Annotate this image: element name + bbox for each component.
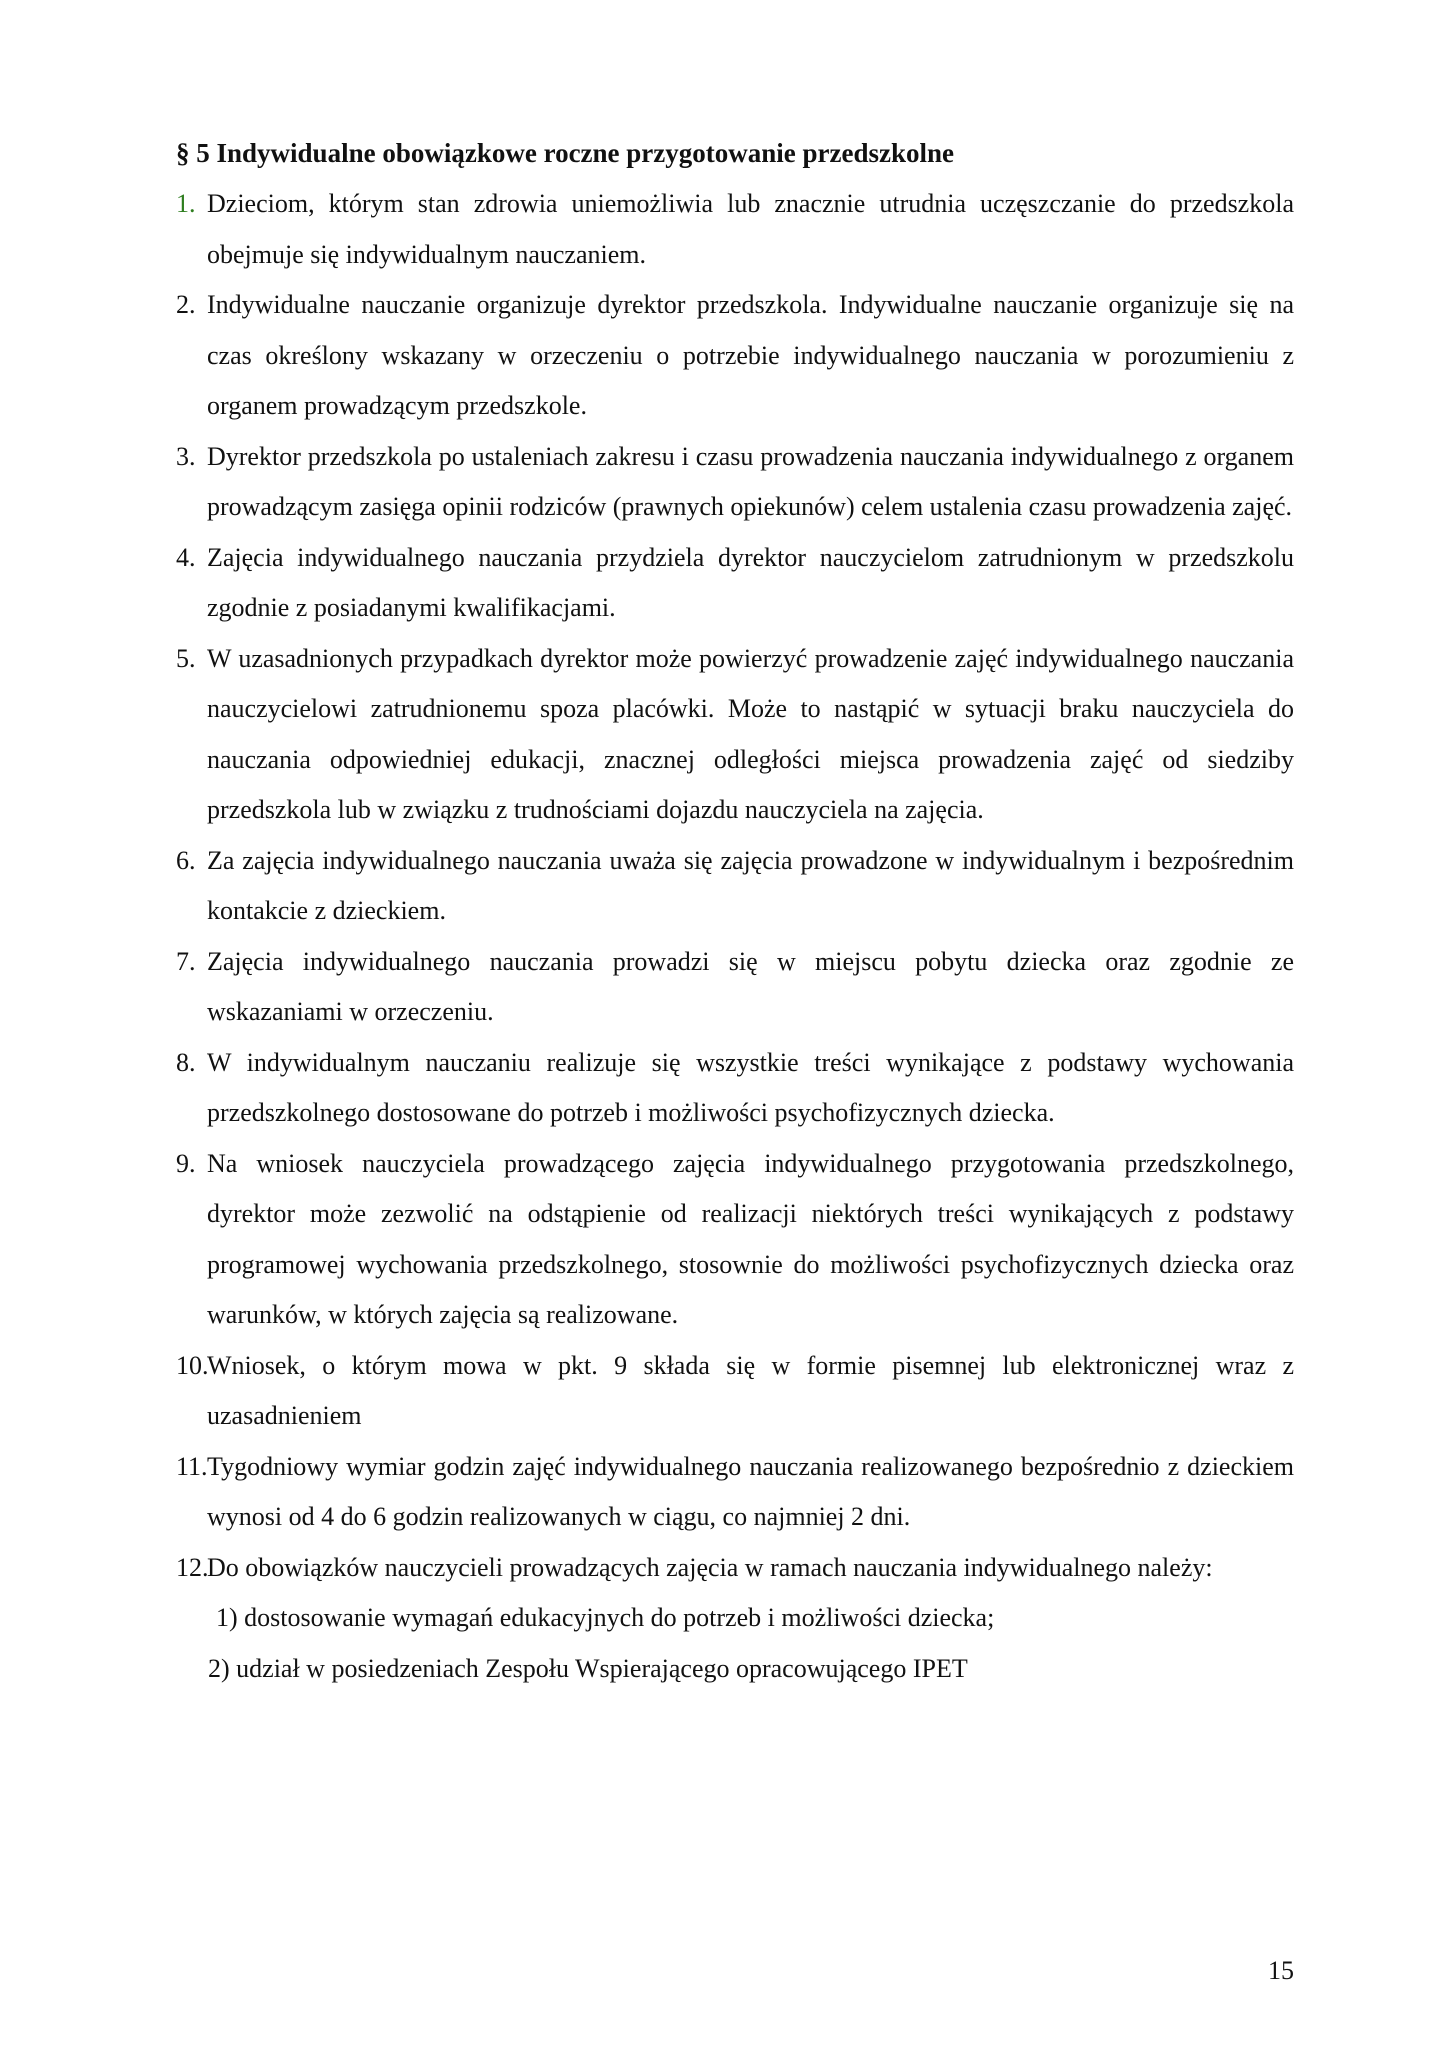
list-item-number: 2. bbox=[176, 290, 196, 319]
list-item-text: Dzieciom, którym stan zdrowia uniemożliwia lub znacznie utrudnia uczęszczanie do przedszkola obejmuje się indywidualnym nauczaniem. bbox=[207, 189, 1294, 269]
list-item-text: Do obowiązków nauczycieli prowadzących zajęcia w ramach nauczania indywidualnego należy: bbox=[207, 1552, 1213, 1582]
section-heading: § 5 Indywidualne obowiązkowe roczne przygotowanie przedszkolne bbox=[176, 138, 955, 168]
list-item-9 bbox=[176, 1139, 1294, 1341]
list-item-text: Tygodniowy wymiar godzin zajęć indywidualnego nauczania realizowanego bezpośrednio z dzieckiem wynosi od 4 do 6 godzin realizowanych w ciągu, co najmniej 2 dni. bbox=[207, 1451, 1294, 1531]
list-item-text: W uzasadnionych przypadkach dyrektor może powierzyć prowadzenie zajęć indywidualnego nauczania nauczycielowi zatrudnionemu spoza placówki. Może to nastąpić w sytuacji braku nauczyciela do nauczania odpowiedniej edukacji, znacznej odległości miejsca prowadzenia zajęć od siedziby przedszkola lub w związku z trudnościami dojazdu nauczyciela na zajęcia. bbox=[207, 643, 1294, 824]
list-item-text: Indywidualne nauczanie organizuje dyrektor przedszkola. Indywidualne nauczanie organizuje się na czas określony wskazany w orzeczeniu o potrzebie indywidualnego nauczania w porozumieniu z organem prowadzącym przedszkole. bbox=[207, 290, 1294, 420]
list-item-1 bbox=[176, 179, 1294, 280]
list-item-number: 5. bbox=[176, 643, 196, 673]
list-item-text: Zajęcia indywidualnego nauczania prowadzi się w miejscu pobytu dziecka oraz zgodnie ze wskazaniami w orzeczeniu. bbox=[207, 946, 1294, 1026]
list-item-2 bbox=[176, 280, 1294, 432]
list-item-12 bbox=[176, 1543, 1294, 1594]
list-item-text: Na wniosek nauczyciela prowadzącego zajęcia indywidualnego przygotowania przedszkolnego, dyrektor może zezwolić na odstąpienie od realizacji niektórych treści wynikających z podstawy programowej wychowania przedszkolnego, stosownie do możliwości psychofizycznych dziecka oraz warunków, w których zajęcia są realizowane. bbox=[207, 1148, 1294, 1329]
list-item-number: 11. bbox=[176, 1451, 208, 1481]
list-item-3 bbox=[176, 432, 1294, 533]
page-number: 15 bbox=[1268, 1956, 1294, 1985]
sub-item-1: 1) dostosowanie wymagań edukacyjnych do potrzeb i możliwości dziecka; bbox=[216, 1603, 995, 1632]
list-item-number: 1. bbox=[176, 189, 196, 218]
list-item-number: 10. bbox=[176, 1350, 209, 1380]
list-item-number: 3. bbox=[176, 441, 196, 471]
list-item-11 bbox=[176, 1442, 1294, 1543]
list-item-number: 6. bbox=[176, 845, 196, 875]
list-item-4 bbox=[176, 533, 1294, 634]
list-item-8 bbox=[176, 1038, 1294, 1139]
list-item-7 bbox=[176, 937, 1294, 1038]
list-item-number: 12. bbox=[176, 1552, 209, 1582]
list-item-text: W indywidualnym nauczaniu realizuje się wszystkie treści wynikające z podstawy wychowania przedszkolnego dostosowane do potrzeb i możliwości psychofizycznych dziecka. bbox=[207, 1047, 1294, 1127]
sub-item-2: 2) udział w posiedzeniach Zespołu Wspierającego opracowującego IPET bbox=[208, 1653, 968, 1683]
list-item-number: 4. bbox=[176, 542, 196, 572]
document-body bbox=[176, 136, 1294, 1694]
list-item-6 bbox=[176, 836, 1294, 937]
list-item-10 bbox=[176, 1341, 1294, 1442]
list-item-text: Dyrektor przedszkola po ustaleniach zakresu i czasu prowadzenia nauczania indywidualnego z organem prowadzącym zasięga opinii rodziców (prawnych opiekunów) celem ustalenia czasu prowadzenia zajęć. bbox=[207, 441, 1294, 521]
list-item-text: Za zajęcia indywidualnego nauczania uważa się zajęcia prowadzone w indywidualnym i bezpośrednim kontakcie z dzieckiem. bbox=[207, 845, 1294, 925]
list-item-text: Wniosek, o którym mowa w pkt. 9 składa się w formie pisemnej lub elektronicznej wraz z uzasadnieniem bbox=[207, 1350, 1294, 1430]
list-item-5 bbox=[176, 634, 1294, 836]
list-item-text: Zajęcia indywidualnego nauczania przydziela dyrektor nauczycielom zatrudnionym w przedszkolu zgodnie z posiadanymi kwalifikacjami. bbox=[207, 542, 1294, 622]
list-item-number: 8. bbox=[176, 1047, 196, 1077]
list-item-number: 9. bbox=[176, 1148, 196, 1178]
list-item-number: 7. bbox=[176, 946, 196, 976]
